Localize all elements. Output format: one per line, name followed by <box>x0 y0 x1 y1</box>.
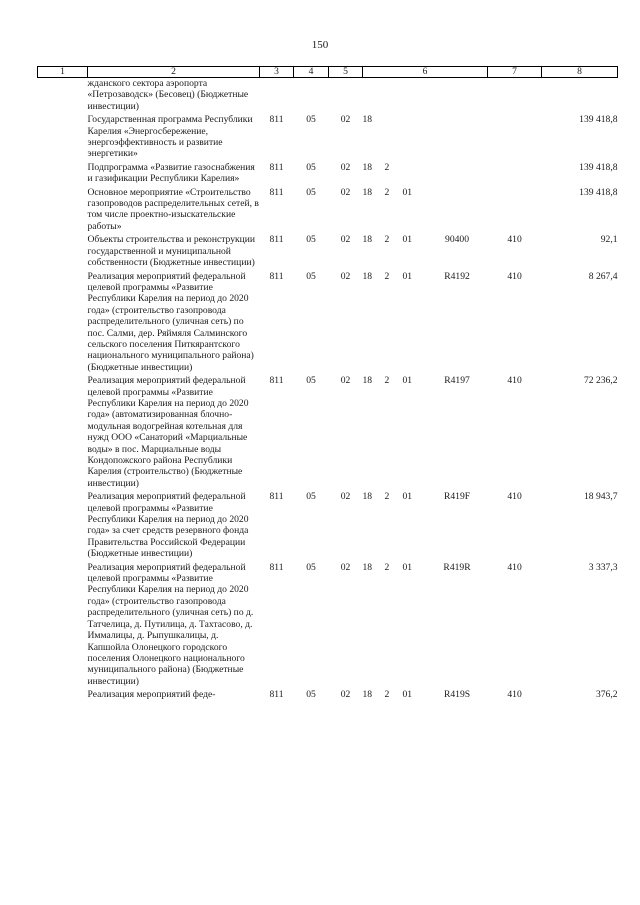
row-name: Государственная программа Республики Карелия «Энергосбережение, энергоэффективность и развитие энергетики» <box>87 114 253 160</box>
row-event-code: 01 <box>402 375 413 387</box>
row-direction-code <box>427 162 488 187</box>
row-program-code: 18 <box>362 491 373 503</box>
header-col-1: 1 <box>38 67 88 78</box>
row-section-code <box>294 78 329 115</box>
row-direction-code <box>427 114 488 162</box>
row-event-code <box>403 162 427 187</box>
row-direction-code: R419R <box>443 561 471 573</box>
row-event-code: 01 <box>402 270 413 282</box>
row-blank-cell <box>38 187 88 235</box>
budget-table <box>37 66 618 703</box>
row-program-code: 18 <box>362 234 373 246</box>
table-row <box>38 271 618 376</box>
header-col-6: 6 <box>363 67 488 78</box>
table-row <box>38 375 618 491</box>
table-row <box>38 187 618 235</box>
row-direction-code: R419F <box>443 491 471 503</box>
row-amount <box>542 78 618 115</box>
row-amount: 18 943,7 <box>583 491 618 503</box>
row-direction-code: R4192 <box>444 270 470 282</box>
row-section-code: 05 <box>306 689 316 701</box>
page-number: 150 <box>311 39 329 51</box>
row-blank-cell <box>38 375 88 491</box>
row-expense-type <box>488 187 542 235</box>
row-subprogram-code: 2 <box>384 161 390 173</box>
row-name: Подпрограмма «Развитие газоснабжения и газификации Республики Карелия» <box>87 161 255 185</box>
table-row <box>38 114 618 162</box>
row-expense-type <box>488 162 542 187</box>
row-event-code <box>403 78 427 115</box>
row-amount: 139 418,8 <box>579 161 618 173</box>
row-direction-code <box>427 187 488 235</box>
row-program-code: 18 <box>362 186 373 198</box>
table-row <box>38 491 618 561</box>
row-ministry-code: 811 <box>269 186 284 198</box>
row-subsection-code: 02 <box>340 270 351 282</box>
table-row <box>38 562 618 689</box>
row-subsection-code: 02 <box>340 114 351 126</box>
table-row <box>38 689 618 702</box>
row-ministry-code: 811 <box>269 375 284 387</box>
header-col-4: 4 <box>294 67 329 78</box>
row-subprogram-code: 2 <box>384 375 390 387</box>
row-program-code: 18 <box>362 114 373 126</box>
row-blank-cell <box>38 689 88 702</box>
row-amount: 8 267,4 <box>588 270 618 282</box>
row-program-code: 18 <box>362 375 373 387</box>
row-name: Реализация мероприятий федеральной целевой программы «Развитие Республики Карелия на период до 2020 года» (строительство газопровода распределительного (уличная сеть) по д. Татчелица, д. Путилица, д. Тахтасово, д. Иммалицы, д. Рыпушкалицы, д. Капшойла Олонецкого городского поселения Олонецкого национального муниципального района) (Бюджетные инвестиции) <box>87 561 254 687</box>
row-program-code: 18 <box>362 561 373 573</box>
row-direction-code: 90400 <box>445 234 470 246</box>
header-col-8: 8 <box>542 67 618 78</box>
row-subsection-code: 02 <box>340 186 351 198</box>
row-subprogram-code <box>385 114 403 162</box>
row-section-code: 05 <box>306 491 316 503</box>
row-program-code: 18 <box>362 689 373 701</box>
row-event-code: 01 <box>402 491 413 503</box>
row-blank-cell <box>38 562 88 689</box>
row-program-code <box>363 78 385 115</box>
row-name: Основное мероприятие «Строительство газопроводов распределительных сетей, в том числе проектно-изыскательские работы» <box>87 186 259 232</box>
row-amount: 3 337,3 <box>588 561 618 573</box>
row-expense-type: 410 <box>507 375 522 387</box>
header-col-3: 3 <box>260 67 294 78</box>
row-subprogram-code: 2 <box>384 270 390 282</box>
row-section-code: 05 <box>306 270 316 282</box>
row-subsection-code: 02 <box>340 234 351 246</box>
row-program-code: 18 <box>362 161 373 173</box>
row-program-code: 18 <box>362 270 373 282</box>
row-ministry-code: 811 <box>269 689 284 701</box>
row-ministry-code: 811 <box>269 491 284 503</box>
row-expense-type <box>488 114 542 162</box>
row-name: Реализация мероприятий феде- <box>87 689 216 701</box>
row-ministry-code: 811 <box>269 114 284 126</box>
row-event-code <box>403 114 427 162</box>
row-subsection-code: 02 <box>340 375 351 387</box>
row-amount: 139 418,8 <box>579 114 618 126</box>
row-blank-cell <box>38 491 88 561</box>
row-ministry-code: 811 <box>269 234 284 246</box>
row-name: Объекты строительства и реконструкции государственной и муниципальной собственности (Бюджетные инвестиции) <box>87 234 256 269</box>
row-ministry-code: 811 <box>269 561 284 573</box>
row-direction-code: R4197 <box>444 375 470 387</box>
header-col-7: 7 <box>488 67 542 78</box>
row-expense-type: 410 <box>507 689 522 701</box>
row-event-code: 01 <box>402 689 413 701</box>
row-amount: 376,2 <box>595 689 618 701</box>
row-section-code: 05 <box>306 114 316 126</box>
row-ministry-code <box>260 78 294 115</box>
row-event-code: 01 <box>402 234 413 246</box>
row-amount: 139 418,8 <box>579 186 618 198</box>
row-event-code: 01 <box>402 561 413 573</box>
row-ministry-code: 811 <box>269 270 284 282</box>
row-blank-cell <box>38 271 88 376</box>
row-blank-cell <box>38 234 88 270</box>
row-name: Реализация мероприятий федеральной целевой программы «Развитие Республики Карелия на период до 2020 года» за счет средств резервного фонда Правительства Российской Федерации (Бюджетные инвестиции) <box>87 491 249 560</box>
row-subprogram-code: 2 <box>384 689 390 701</box>
row-subprogram-code: 2 <box>384 561 390 573</box>
row-expense-type: 410 <box>507 234 522 246</box>
row-name: жданского сектора аэропорта «Петрозаводск» (Бесовец) (Бюджетные инвестиции) <box>87 78 249 112</box>
table-row <box>38 162 618 187</box>
row-subprogram-code: 2 <box>384 491 390 503</box>
row-expense-type <box>488 78 542 115</box>
row-amount: 72 236,2 <box>583 375 618 387</box>
row-section-code: 05 <box>306 186 316 198</box>
row-expense-type: 410 <box>507 270 522 282</box>
row-direction-code: R419S <box>443 689 471 701</box>
row-subprogram-code: 2 <box>384 234 390 246</box>
row-subsection-code: 02 <box>340 491 351 503</box>
row-name: Реализация мероприятий федеральной целевой программы «Развитие Республики Карелия на период до 2020 года» (автоматизированная блочно-модульная водогрейная котельная для нужд ООО «Санаторий «Марциальные воды» в пос. Марциальные воды Кондопожского района Республики Карелия (строительство) (Бюджетные инвестиции) <box>87 375 249 489</box>
header-col-2: 2 <box>88 67 260 78</box>
row-subprogram-code: 2 <box>384 186 390 198</box>
row-blank-cell <box>38 162 88 187</box>
table-header-row <box>38 67 618 78</box>
row-name: Реализация мероприятий федеральной целевой программы «Развитие Республики Карелия на период до 2020 года» (строительство газопровода распределительного (уличная сеть) по пос. Салми, дер. Ряймяля Салминского сельского поселения Питкярантского национального муниципального района) (Бюджетные инвестиции) <box>87 270 254 373</box>
row-section-code: 05 <box>306 161 316 173</box>
row-section-code: 05 <box>306 234 316 246</box>
row-subsection-code <box>329 78 363 115</box>
table-row <box>38 234 618 270</box>
row-subsection-code: 02 <box>340 561 351 573</box>
row-blank-cell <box>38 78 88 115</box>
row-expense-type: 410 <box>507 561 522 573</box>
header-col-5: 5 <box>329 67 363 78</box>
row-direction-code <box>427 78 488 115</box>
row-ministry-code: 811 <box>269 161 284 173</box>
row-subsection-code: 02 <box>340 689 351 701</box>
row-event-code: 01 <box>402 186 413 198</box>
row-expense-type: 410 <box>507 491 522 503</box>
row-amount: 92,1 <box>600 234 618 246</box>
row-subprogram-code <box>385 78 403 115</box>
row-section-code: 05 <box>306 375 316 387</box>
table-row <box>38 78 618 115</box>
row-blank-cell <box>38 114 88 162</box>
row-section-code: 05 <box>306 561 316 573</box>
row-subsection-code: 02 <box>340 161 351 173</box>
